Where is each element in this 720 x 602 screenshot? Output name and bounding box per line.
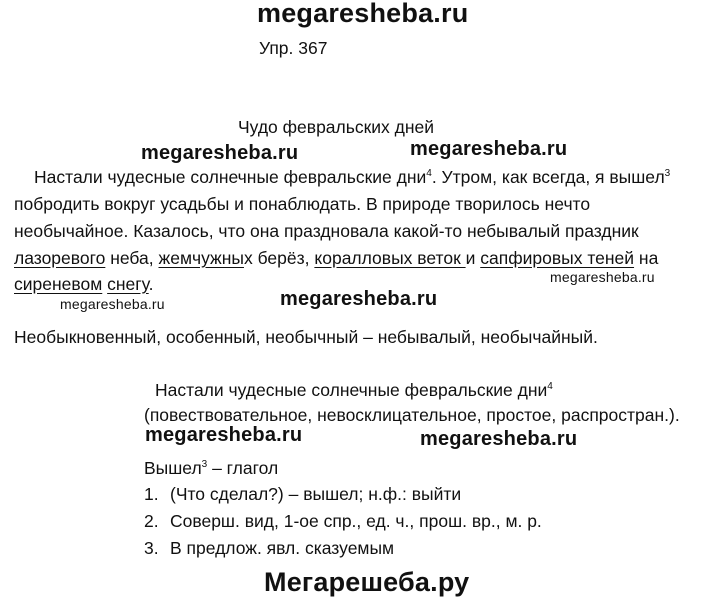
text-fragment: Настали чудесные солнечные февральские дни <box>155 380 548 400</box>
underlined-word: снегу <box>107 274 149 294</box>
watermark: megaresheba.ru <box>410 138 568 160</box>
list-item <box>144 484 461 505</box>
watermark-top: megaresheba.ru <box>257 0 469 28</box>
list-text: (Что сделал?) – вышел; н.ф.: выйти <box>170 484 462 504</box>
list-item <box>144 538 394 559</box>
underlined-word: сапфировых теней <box>480 248 635 268</box>
superscript: 4 <box>547 381 553 392</box>
list-number: 2. <box>144 511 159 531</box>
superscript: 3 <box>201 459 208 470</box>
watermark: megaresheba.ru <box>420 428 578 450</box>
watermark-bottom: Мегарешеба.ру <box>264 567 470 597</box>
watermark: megaresheba.ru <box>145 424 303 446</box>
underlined-word: сиреневом <box>14 274 103 294</box>
watermark: megaresheba.ru <box>280 288 438 310</box>
text-fragment: Настали чудесные солнечные февральские дни <box>34 167 427 187</box>
text-fragment: неба, <box>105 248 159 268</box>
text-fragment: и <box>465 248 481 268</box>
text-fragment: х берёз, <box>243 248 315 268</box>
underlined-word: коралловых веток <box>314 248 466 268</box>
text-fragment: Вышел <box>144 458 202 478</box>
text-fragment: – глагол <box>207 458 279 478</box>
paragraph-line-4 <box>14 248 658 269</box>
watermark: megaresheba.ru <box>550 269 655 285</box>
text-fragment: . Утром, как всегда, я вышел <box>431 167 665 187</box>
paragraph-line-5 <box>14 274 154 295</box>
list-number: 3. <box>144 538 159 558</box>
text-fragment: на <box>634 248 659 268</box>
list-item <box>144 511 542 532</box>
superscript: 3 <box>664 168 671 179</box>
word-analysis-heading <box>144 458 278 479</box>
analysis-sentence <box>155 380 553 401</box>
superscript: 4 <box>426 168 432 179</box>
paragraph-line-1 <box>34 167 670 188</box>
text-title: Чудо февральских дней <box>238 117 435 137</box>
paragraph-line-3: необычайное. Казалось, что она праздновала какой-то небывалый праздник <box>14 221 639 241</box>
underlined-word: лазоревого <box>14 248 106 268</box>
underlined-word: жемчужны <box>158 248 244 268</box>
watermark: megaresheba.ru <box>60 296 165 312</box>
list-text: В предлож. явл. сказуемым <box>170 538 395 558</box>
paragraph-line-2: побродить вокруг усадьбы и понаблюдать. В природе творилось нечто <box>14 194 591 214</box>
list-number: 1. <box>144 484 159 504</box>
exercise-number: Упр. 367 <box>259 38 328 58</box>
analysis-characteristics: (повествовательное, невосклицательное, простое, распростран.). <box>144 405 680 425</box>
list-text: Соверш. вид, 1-ое спр., ед. ч., прош. вр., м. р. <box>170 511 542 531</box>
synonyms-line: Необыкновенный, особенный, необычный – небывалый, необычайный. <box>14 327 598 347</box>
text-fragment: . <box>148 274 154 294</box>
watermark: megaresheba.ru <box>141 142 299 164</box>
